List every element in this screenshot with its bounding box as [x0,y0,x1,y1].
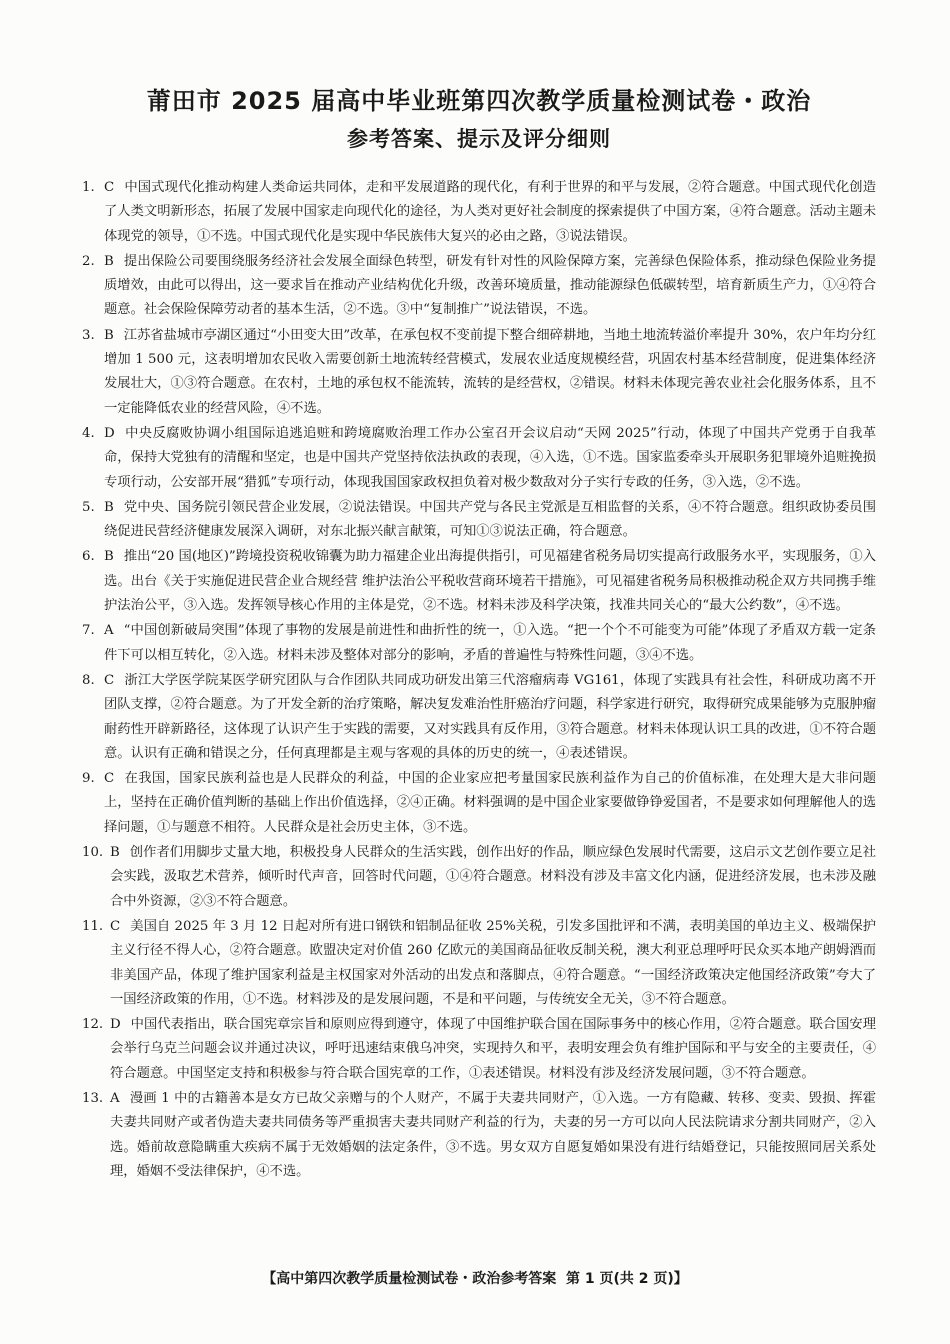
answer-explanation: 中央反腐败协调小组国际追逃追赃和跨境腐败治理工作办公室召开会议启动“天网 2025”行动，体现了中国共产党勇于自我革命，保持大党独有的清醒和坚定，也是中国共产党坚持依法执政的表现，④入选，①不选。国家监委牵头开展职务犯罪境外追赃挽损专项行动，公安部开展“猎狐”专项行动，体现我国国家政权担负着对极少数敌对分子实行专政的任务，③入选，②不选。 [104,425,876,490]
question-number: 12. [82,1017,104,1033]
answer-item [82,915,876,1012]
answer-item [82,767,876,840]
question-number: 2. [82,253,95,269]
answer-letter: B [104,253,114,269]
question-number: 9. [82,771,95,787]
answer-item [82,250,876,323]
answer-letter: B [104,327,114,343]
question-number: 11. [82,918,104,934]
question-number: 10. [82,845,104,861]
answer-item [82,324,876,421]
answer-item [82,619,876,668]
question-number: 3. [82,327,95,343]
answer-explanation: 江苏省盐城市亭湖区通过“小田变大田”改革，在承包权不变前提下整合细碎耕地，当地土地流转溢价率提升 30%，农户年均分红增加 1 500 元，这表明增加农民收入需要创新土地流转经营模式，发展农业适度规模经营，巩固农村基本经营制度，促进集体经济发展壮大，①③符合题意。在农村，土地的承包权不能流转，流转的是经营权，②错误。材料未体现完善农业社会化服务体系，且不一定能降低农业的经营风险，④不选。 [104,327,877,416]
question-number: 6. [82,549,95,565]
answer-letter: D [110,1017,121,1033]
question-number: 13. [82,1090,104,1106]
answer-explanation: 美国自 2025 年 3 月 12 日起对所有进口钢铁和铝制品征收 25%关税，引发多国批评和不满，表明美国的单边主义、极端保护主义行径不得人心，②符合题意。欧盟决定对价值 260 亿欧元的美国商品征收反制关税，澳大利亚总理呼吁民众买本地产朗姆酒而非美国产品，体现了维护国家利益是主权国家对外活动的出发点和落脚点，④符合题意。“一国经济政策决定他国经济政策”夸大了一国经济政策的作用，①不选。材料涉及的是发展问题，不是和平问题，与传统安全无关，③不符合题意。 [110,918,876,1007]
answer-item [82,545,876,618]
answer-item [82,1013,876,1086]
answer-letter: C [104,771,115,787]
footer-bracket-close: 】 [673,1271,688,1287]
answer-letter: B [110,845,120,861]
page-footer [0,1268,950,1288]
answer-item [82,422,876,495]
answer-letter: B [104,499,114,515]
answer-item [82,1087,876,1184]
answer-letter: A [110,1090,120,1106]
footer-text: 高中第四次教学质量检测试卷・政治参考答案 [276,1271,557,1287]
question-number: 1. [82,180,95,195]
answer-explanation: 中国式现代化推动构建人类命运共同体，走和平发展道路的现代化，有利于世界的和平与发展，②符合题意。中国式现代化创造了人类文明新形态，拓展了发展中国家走向现代化的途径，为人类对更好社会制度的探索提供了中国方案，④符合题意。活动主题未体现党的领导，①不选。中国式现代化是实现中华民族伟大复兴的必由之路，③说法错误。 [104,180,876,244]
answer-explanation: 党中央、国务院引领民营企业发展，②说法错误。中国共产党与各民主党派是互相监督的关系，④不符合题意。组织政协委员围绕促进民营经济健康发展深入调研，对东北振兴献言献策，可知①③说法正确，符合题意。 [104,499,876,540]
answer-item [82,841,876,914]
answer-item [82,496,876,545]
question-number: 7. [82,623,95,639]
answer-explanation: 提出保险公司要围绕服务经济社会发展全面绿色转型，研发有针对性的风险保障方案，完善绿色保险体系，推动绿色保险业务提质增效，由此可以得出，这一要求旨在推动产业结构优化升级，改善环境质量，推动能源绿色低碳转型，培育新质生产力，①④符合题意。社会保险保障劳动者的基本生活，②不选。③中“复制推广”说法错误，不选。 [104,253,876,318]
answer-letter: B [104,549,114,565]
question-number: 4. [82,425,95,441]
answer-list [82,176,876,1184]
answer-explanation: 推出“20 国(地区)”跨境投资税收锦囊为助力福建企业出海提供指引，可见福建省税务局切实提高行政服务水平，实现服务，①入选。出台《关于实施促进民营企业合规经营 维护法治公平税收营商环境若干措施》，可见福建省税务局积极推动税企双方共同携手维护法治公平，③入选。发挥领导核心作用的主体是党，②不选。材料未涉及科学决策，找准共同关心的“最大公约数”，④不选。 [104,549,876,614]
page-title: 莆田市 2025 届高中毕业班第四次教学质量检测试卷・政治 [146,87,812,115]
answer-letter: C [104,180,115,195]
footer-bracket-open: 【 [262,1271,277,1287]
answer-explanation: 漫画 1 中的古籍善本是女方已故父亲赠与的个人财产，不属于夫妻共同财产，①入选。一方有隐藏、转移、变卖、毁损、挥霍夫妻共同财产或者伪造夫妻共同债务等严重损害夫妻共同财产利益的行为，夫妻的另一方可以向人民法院请求分割共同财产，②入选。婚前故意隐瞒重大疾病不属于无效婚姻的法定条件，③不选。男女双方自愿复婚如果没有进行结婚登记，只能按照同居关系处理，婚姻不受法律保护，④不选。 [110,1090,876,1179]
answer-explanation: 中国代表指出，联合国宪章宗旨和原则应得到遵守，体现了中国维护联合国在国际事务中的核心作用，②符合题意。联合国安理会举行乌克兰问题会议并通过决议，呼吁迅速结束俄乌冲突，实现持久和平，表明安理会负有维护国际和平与安全的主要责任，④符合题意。中国坚定支持和积极参与符合联合国宪章的工作，①表述错误。材料没有涉及经济发展问题，③不符合题意。 [110,1017,876,1081]
answer-explanation: 创作者们用脚步丈量大地，积极投身人民群众的生活实践，创作出好的作品，顺应绿色发展时代需要，这启示文艺创作要立足社会实践，汲取艺术营养，倾听时代声音，回答时代问题，①④符合题意。材料没有涉及丰富文化内涵，促进经济发展，也未涉及融合中外资源，②③不符合题意。 [110,845,876,909]
answer-letter: A [104,623,114,639]
answer-letter: C [104,672,115,688]
footer-page-number: 第 1 页(共 2 页) [565,1271,674,1287]
answer-explanation: “中国创新破局突围”体现了事物的发展是前进性和曲折性的统一，①入选。“把一个个不可能变为可能”体现了矛盾双方载一定条件下可以相互转化，②入选。材料未涉及整体对部分的影响，矛盾的普遍性与特殊性问题，③④不选。 [104,623,876,663]
page-subtitle: 参考答案、提示及评分细则 [347,127,611,151]
answer-explanation: 浙江大学医学院某医学研究团队与合作团队共同成功研发出第三代溶瘤病毒 VG161，体现了实践具有社会性，科研成功离不开团队支撑，②符合题意。为了开发全新的治疗策略，解决复发难治性肝癌治疗问题，科学家进行研究，取得研究成果能够为克服肿瘤耐药性开辟新路径，这体现了认识产生于实践的需要，又对实践具有反作用，③符合题意。材料未体现认识工具的改进，①不符合题意。认识有正确和错误之分，任何真理都是主观与客观的具体的历史的统一，④表述错误。 [104,672,876,761]
answer-explanation: 在我国，国家民族利益也是人民群众的利益，中国的企业家应把考量国家民族利益作为自己的价值标准，在处理大是大非问题上，坚持在正确价值判断的基础上作出价值选择，②④正确。材料强调的是中国企业家要做铮铮爱国者，不是要求如何理解他人的选择问题，①与题意不相符。人民群众是社会历史主体，③不选。 [104,771,876,835]
answer-item [82,176,876,249]
answer-letter: C [110,918,121,934]
question-number: 8. [82,672,95,688]
question-number: 5. [82,499,95,515]
answer-item [82,669,876,766]
answer-letter: D [104,425,115,441]
